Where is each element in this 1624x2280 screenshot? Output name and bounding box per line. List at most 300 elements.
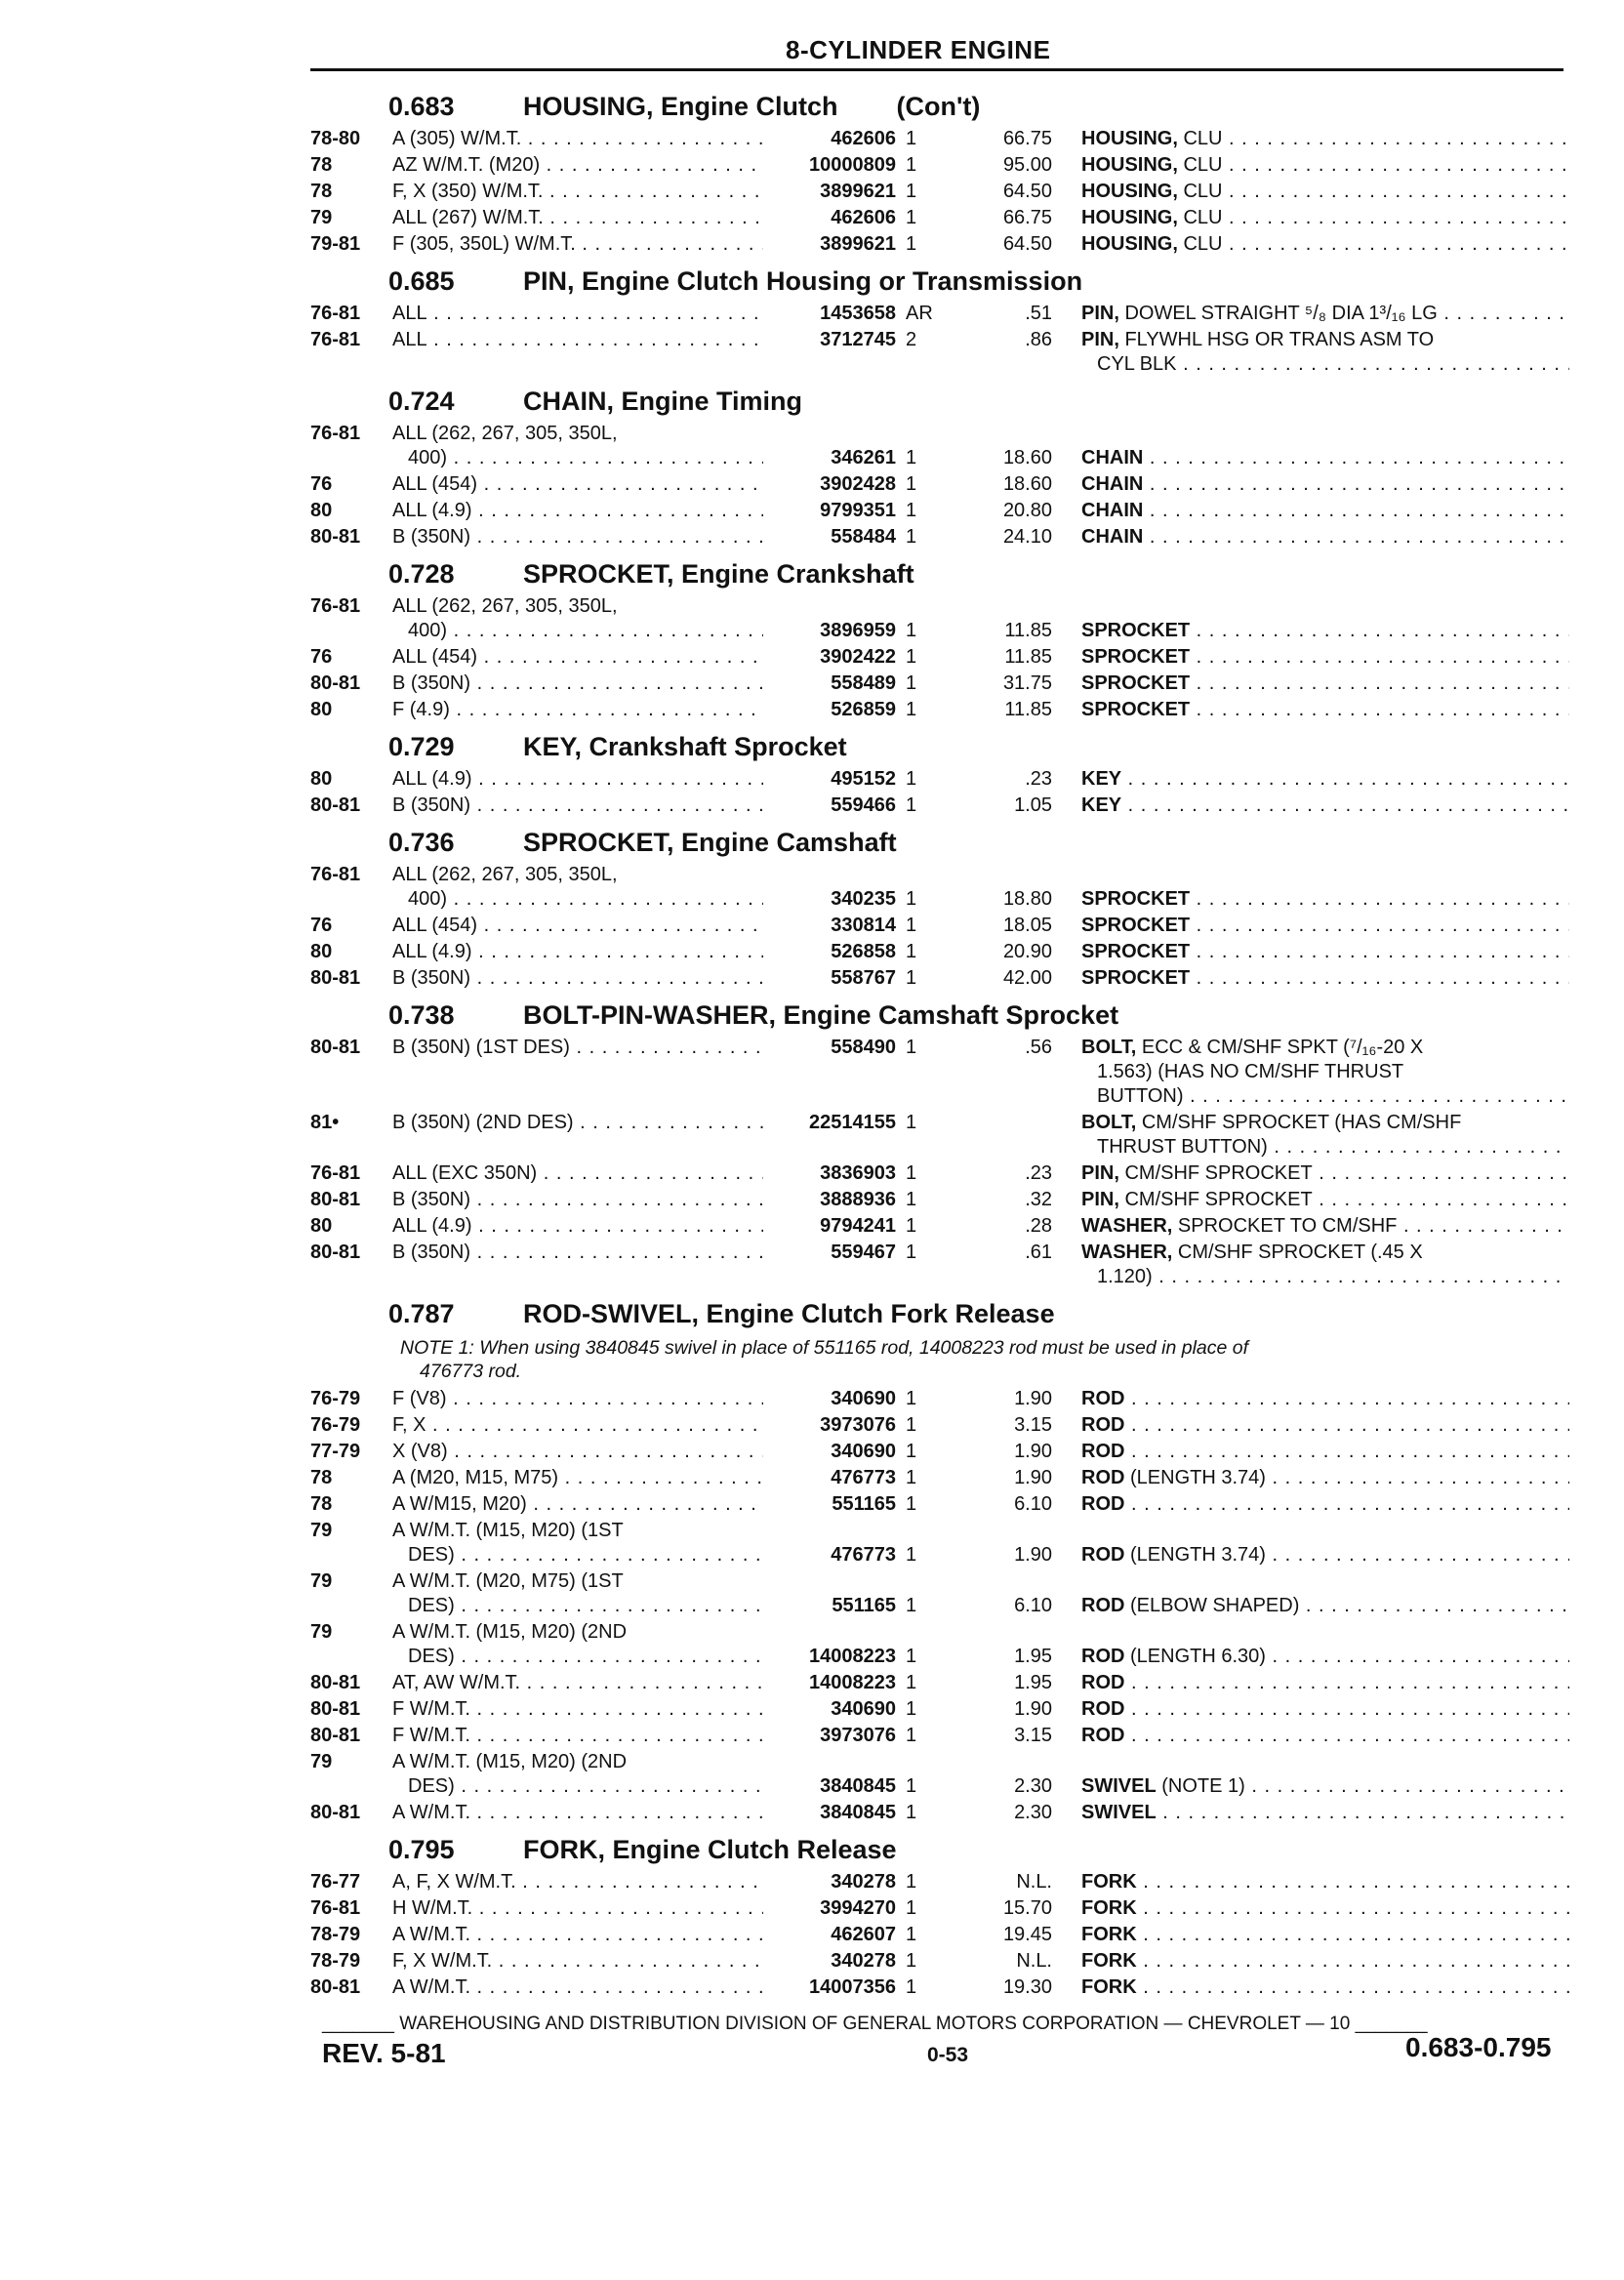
price: .56 xyxy=(1025,1037,1052,1058)
application-line: ALL (4.9) . . . xyxy=(392,767,763,792)
section-title: PIN, Engine Clutch Housing or Transmission xyxy=(523,266,1083,296)
part-number: 558490 xyxy=(831,1037,896,1058)
part-number: 462607 xyxy=(831,1924,896,1945)
revision-label: REV. 5-81 xyxy=(322,2038,446,2068)
part-name: SWIVEL xyxy=(1081,1802,1157,1823)
section-heading xyxy=(310,84,1579,127)
quantity: 1 xyxy=(906,768,917,790)
description xyxy=(1081,1161,1569,1186)
quantity: 1 xyxy=(906,1802,917,1823)
model-years: 80-81 xyxy=(310,1672,361,1693)
application xyxy=(392,1949,763,1974)
application xyxy=(392,1241,763,1265)
part-row xyxy=(310,302,1579,328)
part-number: 3994270 xyxy=(820,1897,896,1919)
application-line: 400) . . . xyxy=(392,619,763,643)
part-number: 10000809 xyxy=(809,154,896,176)
part-number: 495152 xyxy=(831,768,896,790)
part-name: KEY xyxy=(1081,794,1122,816)
price: 18.05 xyxy=(1002,915,1052,936)
price: .28 xyxy=(1025,1215,1052,1237)
application xyxy=(392,1519,763,1568)
model-years: 79 xyxy=(310,1520,333,1541)
application-line: A W/M.T. (M20, M75) (1ST xyxy=(392,1570,624,1592)
quantity: 1 xyxy=(906,447,917,468)
application xyxy=(392,1387,763,1411)
application xyxy=(392,914,763,938)
application xyxy=(392,1036,763,1060)
part-number: 3899621 xyxy=(820,181,896,202)
note-line: NOTE 1: When using 3840845 swivel in place of 551165 rod, 14008223 rod must be used in place of xyxy=(400,1337,1249,1359)
description xyxy=(1081,328,1569,377)
application xyxy=(392,1440,763,1464)
part-detail: CLU xyxy=(1177,181,1223,202)
part-number: 476773 xyxy=(831,1467,896,1488)
section-title: HOUSING, Engine Clutch (Con't) xyxy=(523,92,981,121)
part-name: BOLT, xyxy=(1081,1112,1137,1133)
description xyxy=(1081,698,1569,722)
application xyxy=(392,328,763,352)
quantity: 1 xyxy=(906,1414,917,1436)
price: .61 xyxy=(1025,1242,1052,1263)
section-heading xyxy=(310,724,1579,767)
part-number: 340690 xyxy=(831,1441,896,1462)
description xyxy=(1081,794,1569,818)
description xyxy=(1081,525,1569,550)
application xyxy=(392,672,763,696)
part-detail: CM/SHF SPROCKET (HAS CM/SHF xyxy=(1136,1112,1462,1133)
application-line: B (350N) . . . xyxy=(392,672,763,696)
part-row xyxy=(310,1241,1579,1291)
part-name: CHAIN xyxy=(1081,500,1144,521)
application-line: ALL . . . xyxy=(392,302,763,326)
price: 64.50 xyxy=(1002,181,1052,202)
model-years: 76-77 xyxy=(310,1871,361,1893)
part-name: SPROCKET xyxy=(1081,699,1191,720)
application-line: A (305) W/M.T. . . . xyxy=(392,127,763,151)
model-years: 78-79 xyxy=(310,1950,361,1972)
application-line: B (350N) . . . xyxy=(392,1241,763,1265)
section-title: KEY, Crankshaft Sprocket xyxy=(523,732,847,761)
application xyxy=(392,1111,763,1135)
application-line: AZ W/M.T. (M20) . . . xyxy=(392,153,763,178)
application-line: A W/M.T. (M15, M20) (2ND xyxy=(392,1621,628,1643)
quantity: 1 xyxy=(906,699,917,720)
price: 20.90 xyxy=(1002,941,1052,962)
part-name: FORK xyxy=(1081,1950,1137,1972)
part-name: SPROCKET xyxy=(1081,646,1191,668)
section-number: 0.729 xyxy=(388,732,455,761)
part-number: 3712745 xyxy=(820,329,896,350)
description-line: 1.120) . . . xyxy=(1081,1265,1569,1289)
description xyxy=(1081,153,1569,178)
part-detail: CLU xyxy=(1177,154,1223,176)
model-years: 76-81 xyxy=(310,1162,361,1184)
part-row xyxy=(310,863,1579,914)
price: 66.75 xyxy=(1002,128,1052,149)
application-line: F, X (350) W/M.T. . . . xyxy=(392,180,763,204)
section-title: FORK, Engine Clutch Release xyxy=(523,1835,897,1864)
part-name: PIN, xyxy=(1081,329,1119,350)
description xyxy=(1081,940,1569,964)
application xyxy=(392,1161,763,1186)
part-number: 462606 xyxy=(831,128,896,149)
part-number: 3836903 xyxy=(820,1162,896,1184)
part-number: 558484 xyxy=(831,526,896,548)
application-line: ALL (262, 267, 305, 350L, xyxy=(392,595,618,617)
model-years: 78-80 xyxy=(310,128,361,149)
part-row xyxy=(310,1387,1579,1413)
quantity: 1 xyxy=(906,1189,917,1210)
part-row xyxy=(310,1188,1579,1214)
application-line: ALL (4.9) . . . xyxy=(392,1214,763,1239)
application-line: ALL (4.9) . . . xyxy=(392,499,763,523)
part-number: 14008223 xyxy=(809,1672,896,1693)
application xyxy=(392,422,763,470)
part-number: 1453658 xyxy=(820,303,896,324)
section-number: 0.795 xyxy=(388,1835,455,1864)
model-years: 80-81 xyxy=(310,672,361,694)
price: 66.75 xyxy=(1002,207,1052,228)
section-number: 0.683 xyxy=(388,92,455,121)
description xyxy=(1081,1949,1569,1974)
model-years: 78 xyxy=(310,1493,333,1515)
part-row xyxy=(310,672,1579,698)
description xyxy=(1081,1671,1569,1695)
part-row xyxy=(310,1975,1579,2002)
part-row xyxy=(310,1519,1579,1569)
price: 3.15 xyxy=(1014,1725,1052,1746)
parts-listing xyxy=(310,84,1579,2002)
quantity: 1 xyxy=(906,672,917,694)
description-line: THRUST BUTTON) . . . xyxy=(1081,1135,1569,1160)
application xyxy=(392,472,763,497)
description xyxy=(1081,1188,1569,1212)
price: 15.70 xyxy=(1002,1897,1052,1919)
model-years: 76-81 xyxy=(310,303,361,324)
quantity: 1 xyxy=(906,1467,917,1488)
price: 1.05 xyxy=(1014,794,1052,816)
quantity: 1 xyxy=(906,1672,917,1693)
model-years: 76 xyxy=(310,646,333,668)
quantity: 1 xyxy=(906,1388,917,1409)
application-line: 400) . . . xyxy=(392,446,763,470)
model-years: 80-81 xyxy=(310,1037,361,1058)
quantity: 1 xyxy=(906,1242,917,1263)
description xyxy=(1081,1492,1569,1517)
application xyxy=(392,767,763,792)
part-name: ROD xyxy=(1081,1441,1125,1462)
application-line: A, F, X W/M.T. . . . xyxy=(392,1870,763,1894)
model-years: 79 xyxy=(310,1751,333,1772)
part-row xyxy=(310,1466,1579,1492)
part-number: 526859 xyxy=(831,699,896,720)
description xyxy=(1081,206,1569,230)
part-number: 551165 xyxy=(832,1595,896,1616)
application xyxy=(392,1801,763,1825)
part-name: BOLT, xyxy=(1081,1037,1137,1058)
description xyxy=(1081,1774,1569,1799)
model-years: 76 xyxy=(310,915,333,936)
application xyxy=(392,1724,763,1748)
price: 1.95 xyxy=(1014,1672,1052,1693)
part-row xyxy=(310,914,1579,940)
model-years: 79 xyxy=(310,207,333,228)
model-years: 78 xyxy=(310,154,333,176)
part-row xyxy=(310,499,1579,525)
part-row xyxy=(310,1949,1579,1975)
model-years: 80 xyxy=(310,1215,333,1237)
application-line: ALL (4.9) . . . xyxy=(392,940,763,964)
price: 95.00 xyxy=(1002,154,1052,176)
description xyxy=(1081,1724,1569,1748)
application-line: DES) . . . xyxy=(392,1543,763,1568)
description xyxy=(1081,767,1569,792)
model-years: 79-81 xyxy=(310,233,361,255)
price: 6.10 xyxy=(1014,1493,1052,1515)
application-line: A W/M.T. (M15, M20) (2ND xyxy=(392,1751,628,1772)
part-name: ROD xyxy=(1081,1646,1125,1667)
application xyxy=(392,1569,763,1618)
description xyxy=(1081,1440,1569,1464)
description xyxy=(1081,1975,1569,2000)
price: 3.15 xyxy=(1014,1414,1052,1436)
application-line: B (350N) (2ND DES) . . . xyxy=(392,1111,763,1135)
part-name: PIN, xyxy=(1081,1189,1119,1210)
page-number: 0-53 xyxy=(927,2044,969,2066)
part-name: PIN, xyxy=(1081,303,1119,324)
quantity: 1 xyxy=(906,1215,917,1237)
part-number: 340278 xyxy=(831,1950,896,1972)
part-detail: ECC & CM/SHF SPKT (⁷/₁₆-20 X xyxy=(1136,1037,1424,1058)
part-name: ROD xyxy=(1081,1595,1125,1616)
quantity: 1 xyxy=(906,1493,917,1515)
part-number: 558767 xyxy=(831,967,896,989)
part-number: 3902428 xyxy=(820,473,896,495)
application-line: H W/M.T. . . . xyxy=(392,1896,763,1921)
section-title: SPROCKET, Engine Crankshaft xyxy=(523,559,914,589)
price: .86 xyxy=(1025,329,1052,350)
description xyxy=(1081,914,1569,938)
application xyxy=(392,127,763,151)
price: 42.00 xyxy=(1002,967,1052,989)
application-line: 400) . . . xyxy=(392,887,763,912)
application xyxy=(392,1896,763,1921)
part-name: SPROCKET xyxy=(1081,888,1191,910)
footer-publisher-line: _______ WAREHOUSING AND DISTRIBUTION DIVISION OF GENERAL MOTORS CORPORATION — CHEVROLET — 10 _______ xyxy=(322,2014,1428,2034)
part-row xyxy=(310,1569,1579,1620)
part-number: 526858 xyxy=(831,941,896,962)
price: 31.75 xyxy=(1002,672,1052,694)
section-number: 0.787 xyxy=(388,1299,455,1328)
price: 64.50 xyxy=(1002,233,1052,255)
description xyxy=(1081,645,1569,670)
application-line: F, X W/M.T. . . . xyxy=(392,1949,763,1974)
part-row xyxy=(310,127,1579,153)
application-line: B (350N) . . . xyxy=(392,794,763,818)
quantity: 1 xyxy=(906,967,917,989)
description-line: 1.563) (HAS NO CM/SHF THRUST xyxy=(1097,1061,1404,1082)
part-number: 462606 xyxy=(831,207,896,228)
application-line: A W/M.T. . . . xyxy=(392,1801,763,1825)
part-detail: (LENGTH 3.74) xyxy=(1124,1544,1266,1566)
price: 19.30 xyxy=(1002,1976,1052,1998)
part-detail: FLYWHL HSG OR TRANS ASM TO xyxy=(1118,329,1435,350)
model-years: 79 xyxy=(310,1570,333,1592)
part-number: 22514155 xyxy=(809,1112,896,1133)
application xyxy=(392,1870,763,1894)
quantity: 1 xyxy=(906,1698,917,1720)
application-line: ALL (262, 267, 305, 350L, xyxy=(392,864,618,885)
price: 1.90 xyxy=(1014,1441,1052,1462)
part-number: 340278 xyxy=(831,1871,896,1893)
model-years: 76-81 xyxy=(310,864,361,885)
section-number: 0.724 xyxy=(388,387,455,416)
application-line: B (350N) . . . xyxy=(392,966,763,991)
description xyxy=(1081,232,1569,257)
part-number: 340235 xyxy=(831,888,896,910)
description xyxy=(1081,1543,1569,1568)
part-name: HOUSING, xyxy=(1081,207,1178,228)
quantity: 1 xyxy=(906,1924,917,1945)
section-title: SPROCKET, Engine Camshaft xyxy=(523,828,897,857)
part-row xyxy=(310,1697,1579,1724)
quantity: 1 xyxy=(906,181,917,202)
application xyxy=(392,1492,763,1517)
application xyxy=(392,966,763,991)
quantity: 1 xyxy=(906,1950,917,1972)
part-row xyxy=(310,645,1579,672)
part-detail: DOWEL STRAIGHT ⁵/₈ DIA 1³/₁₆ LG xyxy=(1118,303,1438,324)
description xyxy=(1081,1801,1569,1825)
application-line: F, X . . . xyxy=(392,1413,763,1438)
model-years: 80-81 xyxy=(310,526,361,548)
model-years: 80-81 xyxy=(310,1189,361,1210)
part-name: FORK xyxy=(1081,1924,1137,1945)
price: N.L. xyxy=(1016,1950,1052,1972)
quantity: 1 xyxy=(906,1162,917,1184)
part-row xyxy=(310,1036,1579,1111)
part-number: 9799351 xyxy=(820,500,896,521)
part-name: HOUSING, xyxy=(1081,128,1178,149)
model-years: 79 xyxy=(310,1621,333,1643)
part-detail: SPROCKET TO CM/SHF xyxy=(1172,1215,1398,1237)
section-heading xyxy=(310,379,1579,422)
application xyxy=(392,525,763,550)
description xyxy=(1081,1466,1569,1490)
part-row xyxy=(310,1896,1579,1923)
application xyxy=(392,1214,763,1239)
quantity: AR xyxy=(906,303,933,324)
description xyxy=(1081,180,1569,204)
model-years: 80-81 xyxy=(310,1976,361,1998)
quantity: 1 xyxy=(906,1897,917,1919)
header-divider xyxy=(310,68,1563,71)
description xyxy=(1081,472,1569,497)
description xyxy=(1081,966,1569,991)
section-heading xyxy=(310,993,1579,1036)
model-years: 76 xyxy=(310,473,333,495)
application xyxy=(392,1671,763,1695)
quantity: 1 xyxy=(906,473,917,495)
model-years: 76-81 xyxy=(310,423,361,444)
application-line: A W/M.T. (M15, M20) (1ST xyxy=(392,1520,624,1541)
part-number: 551165 xyxy=(832,1493,896,1515)
description xyxy=(1081,127,1569,151)
description xyxy=(1081,672,1569,696)
model-years: 76-81 xyxy=(310,1897,361,1919)
part-row xyxy=(310,1440,1579,1466)
application-line: X (V8) . . . xyxy=(392,1440,763,1464)
quantity: 1 xyxy=(906,888,917,910)
part-row xyxy=(310,1214,1579,1241)
part-row xyxy=(310,1413,1579,1440)
description xyxy=(1081,1413,1569,1438)
part-number: 3902422 xyxy=(820,646,896,668)
model-years: 80-81 xyxy=(310,1242,361,1263)
section-number: 0.685 xyxy=(388,266,455,296)
quantity: 1 xyxy=(906,1544,917,1566)
application-line: ALL . . . xyxy=(392,328,763,352)
model-years: 80-81 xyxy=(310,1698,361,1720)
application xyxy=(392,180,763,204)
part-name: CHAIN xyxy=(1081,526,1144,548)
part-row xyxy=(310,153,1579,180)
part-name: KEY xyxy=(1081,768,1122,790)
part-row xyxy=(310,525,1579,551)
section-title: ROD-SWIVEL, Engine Clutch Fork Release xyxy=(523,1299,1055,1328)
quantity: 1 xyxy=(906,233,917,255)
part-row xyxy=(310,1870,1579,1896)
description xyxy=(1081,302,1569,326)
part-row xyxy=(310,966,1579,993)
description xyxy=(1081,1214,1569,1239)
description-line: BUTTON) . . . xyxy=(1081,1084,1569,1109)
application-line: DES) . . . xyxy=(392,1774,763,1799)
application xyxy=(392,1620,763,1669)
part-name: HOUSING, xyxy=(1081,233,1178,255)
part-detail: (LENGTH 3.74) xyxy=(1124,1467,1266,1488)
note-line: 476773 rod. xyxy=(420,1361,522,1382)
part-name: ROD xyxy=(1081,1725,1125,1746)
quantity: 1 xyxy=(906,1595,917,1616)
price: .32 xyxy=(1025,1189,1052,1210)
part-row xyxy=(310,1671,1579,1697)
part-detail: (ELBOW SHAPED) xyxy=(1124,1595,1300,1616)
price: N.L. xyxy=(1016,1871,1052,1893)
application-line: ALL (454) . . . xyxy=(392,472,763,497)
section-title: BOLT-PIN-WASHER, Engine Camshaft Sprocket xyxy=(523,1000,1119,1030)
part-name: ROD xyxy=(1081,1414,1125,1436)
application-line: B (350N) (1ST DES) . . . xyxy=(392,1036,763,1060)
part-number: 559466 xyxy=(831,794,896,816)
quantity: 1 xyxy=(906,128,917,149)
quantity: 1 xyxy=(906,1976,917,1998)
part-detail: CLU xyxy=(1177,233,1223,255)
part-number: 559467 xyxy=(831,1242,896,1263)
quantity: 1 xyxy=(906,207,917,228)
part-name: ROD xyxy=(1081,1467,1125,1488)
quantity: 1 xyxy=(906,794,917,816)
model-years: 80 xyxy=(310,768,333,790)
part-row xyxy=(310,1492,1579,1519)
application-line: AT, AW W/M.T. . . . xyxy=(392,1671,763,1695)
part-number: 3840845 xyxy=(820,1802,896,1823)
price: 1.90 xyxy=(1014,1388,1052,1409)
quantity: 1 xyxy=(906,1871,917,1893)
quantity: 1 xyxy=(906,620,917,641)
part-detail: CLU xyxy=(1177,128,1223,149)
